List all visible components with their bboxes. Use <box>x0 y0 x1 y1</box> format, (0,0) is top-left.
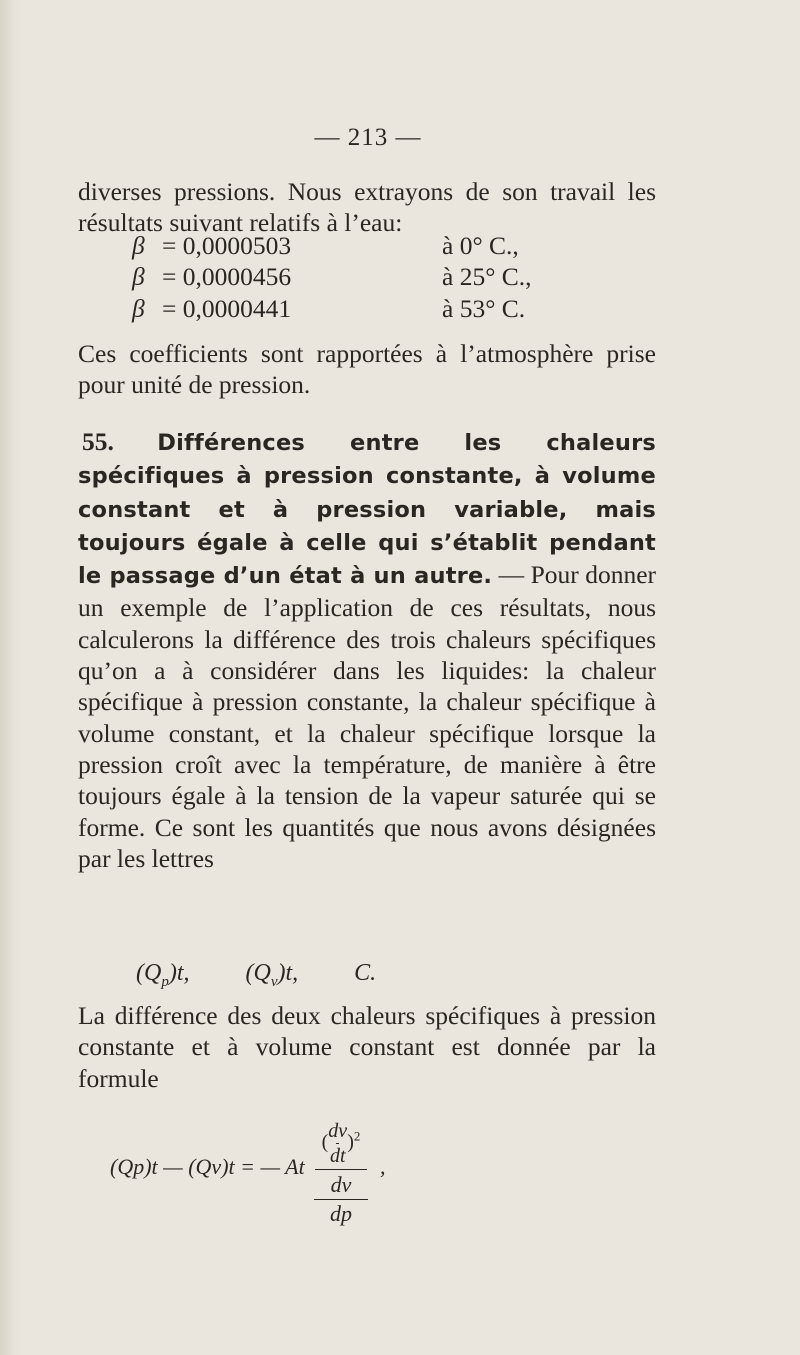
section-paragraph <box>78 426 656 874</box>
coefficient-table <box>132 230 532 324</box>
formula <box>110 1120 490 1255</box>
formula-denominator: dv dp <box>306 1172 376 1227</box>
section-title: Différences entre les chaleurs spécifiques à pression constante, à volume constant et à pression variable, mais toujours égale à celle qui s’établit pendant le passage d’un état à un autre. <box>78 430 656 590</box>
coefficient-row <box>132 293 532 324</box>
section-body: — Pour donner un exemple de l’application de ces résultats, nous calculerons la différence des trois chaleurs spécifiques qu’on a à considérer dans les liquides: la chaleur spécifique à pression constante, la chaleur spécifique à volume constant, et la chaleur spécifique lorsque la pression croît avec la température, de manière à être toujours égale à la tension de la vapeur saturée qui se forme. Ce sont les quantités que nous avons désignées par les lettres <box>78 560 657 873</box>
formula-lhs: (Qp)t — (Qv)t = — At <box>110 1154 305 1179</box>
coefficient-row <box>132 230 532 261</box>
page-edge <box>0 0 22 1355</box>
symbol-qp: $(Q_p)t$, <box>136 960 190 990</box>
coefficient-temperature: à 0° C., <box>442 231 519 260</box>
symbol-qv: $(Q_v)t$, <box>245 960 299 990</box>
coefficient-temperature: à 25° C., <box>442 262 532 292</box>
formula-fraction <box>306 1120 376 1227</box>
difference-paragraph: La différence des deux chaleurs spécifiques à pression constante et à volume constant est donnée par la formule <box>78 1001 656 1093</box>
quantity-symbols <box>136 960 376 991</box>
coefficient-row <box>132 261 532 292</box>
formula-numerator: ( $\frac{dv}{dt}$ )$^2$ <box>321 1120 361 1167</box>
symbol-c: C. <box>354 960 377 986</box>
intro-paragraph: diverses pressions. Nous extrayons de son travail les résultats suivant relatifs à l’eau: <box>78 177 656 238</box>
beta-symbol: β <box>132 262 145 292</box>
note-paragraph: Ces coefficients sont rapportées à l’atmosphère prise pour unité de pression. <box>78 339 656 400</box>
beta-symbol: β <box>132 293 145 323</box>
formula-comma: , <box>380 1154 386 1179</box>
formula-fraction-bar <box>315 1169 367 1170</box>
beta-symbol: β <box>132 231 145 260</box>
coefficient-value: = 0,0000456 <box>162 262 292 292</box>
coefficient-value: = 0,0000441 <box>162 293 292 323</box>
coefficient-temperature: à 53° C. <box>442 293 526 323</box>
coefficient-value: = 0,0000503 <box>162 231 292 260</box>
page-number: — 213 — <box>314 124 422 151</box>
section-number: 55. <box>82 427 114 456</box>
